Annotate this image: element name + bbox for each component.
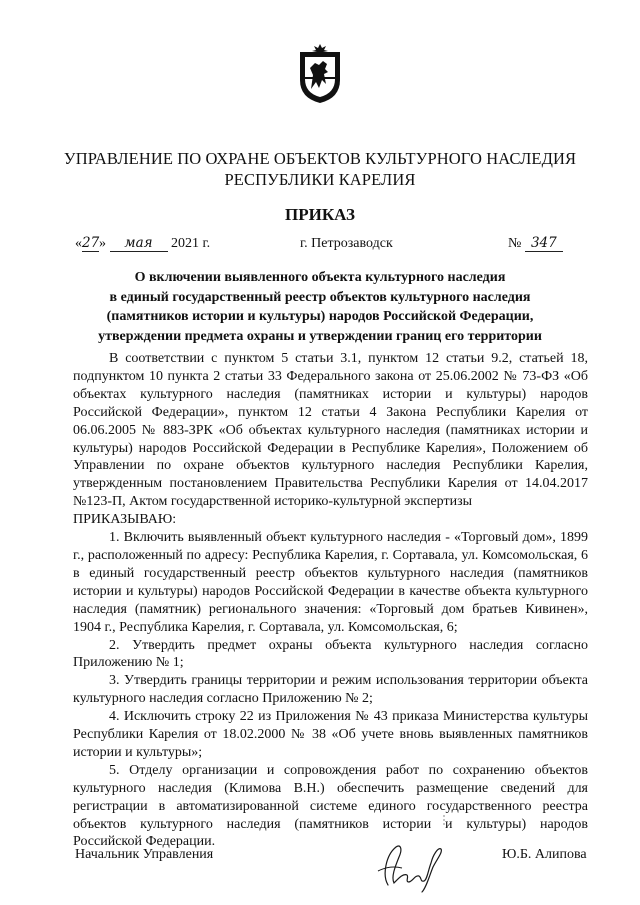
org-line-2: РЕСПУБЛИКИ КАРЕЛИЯ (224, 170, 416, 189)
karelia-coat-of-arms-icon (297, 44, 343, 104)
order-number (508, 236, 563, 252)
title-line: в единый государственный реестр объектов культурного наследия (109, 289, 531, 305)
date-year: 2021 г. (171, 236, 211, 251)
order-body (73, 350, 588, 851)
signatory-position: Начальник Управления (75, 847, 214, 862)
preamble-paragraph: В соответствии с пунктом 5 статьи 3.1, пунктом 12 статьи 9.2, статьей 18, подпунктом 10 пункта 2 статьи 33 Федерального закона от 25.06.2002 № 73-ФЗ «Об объектах культурного наследия (памятниках истории и культуры) народов Российской Федерации», пунктом 12 статьи 4 Закона Республики Карелия от 06.06.2005 № 883-ЗРК «Об объектах культурного наследия (памятниках истории и культуры) народов Российской Федерации в Республике Карелия», Положением об Управлении по охране объектов культурного наследия Республики Карелия, утвержденным постановлением Правительства Республики Карелия от 14.04.2017 №123-П, Актом государственной историко-культурной экспертизы (73, 351, 588, 510)
order-place: г. Петрозаводск (300, 236, 393, 251)
order-date (75, 236, 210, 252)
title-line: утверждении предмета охраны и утверждении границ его территории (98, 328, 542, 344)
order-item: 4. Исключить строку 22 из Приложения № 43 приказа Министерства культуры Республики Карелия от 18.02.2000 № 38 «Об учете вновь выявленных памятников истории и культуры»; (73, 709, 588, 760)
number-value: 347 (525, 236, 563, 252)
signatory-name: Ю.Б. Алипова (502, 847, 587, 862)
order-item: 1. Включить выявленный объект культурного наследия - «Торговый дом», 1899 г., расположенный по адресу: Республика Карелия, г. Сортавала, ул. Комсомольская, 6 в единый государственный реестр объектов культурного наследия (памятников истории и культуры) народов Российской Федерации в качестве объекта культурного наследия (памятник) регионального значения: «Торговый дом братьев Кивинен», 1904 г., Республика Карелия, г. Сортавала, ул. Комсомольская, 6; (73, 530, 588, 635)
date-quote-close: » (99, 236, 106, 251)
title-line: О включении выявленного объекта культурного наследия (134, 270, 506, 285)
order-item: 2. Утвердить предмет охраны объекта культурного наследия согласно Приложению № 1; (73, 637, 588, 671)
org-line-1: УПРАВЛЕНИЕ ПО ОХРАНЕ ОБЪЕКТОВ КУЛЬТУРНОГО НАСЛЕДИЯ (63, 149, 577, 168)
date-quote-open: « (75, 236, 82, 251)
document-type: ПРИКАЗ (285, 205, 355, 224)
date-month: мая (110, 236, 168, 252)
order-item: 5. Отделу организации и сопровождения работ по сохранению объектов культурного наследия (Климова В.Н.) обеспечить размещение сведений для регистрации в автоматизированной системе единого государственного реестра объектов культурного наследия (памятников истории и культуры) народов Российской Федерации. (73, 762, 588, 850)
number-prefix: № (508, 236, 522, 251)
order-item: 3. Утвердить границы территории и режим использования территории объекта культурного наследия согласно Приложению № 2; (73, 673, 588, 707)
date-day: 27 (82, 235, 100, 251)
stray-mark (443, 812, 445, 822)
order-title (40, 268, 600, 346)
handwritten-signature-icon (370, 833, 460, 893)
title-line: (памятников истории и культуры) народов Российской Федерации, (106, 309, 534, 324)
organization-name (40, 148, 600, 190)
order-word: ПРИКАЗЫВАЮ: (73, 512, 177, 528)
